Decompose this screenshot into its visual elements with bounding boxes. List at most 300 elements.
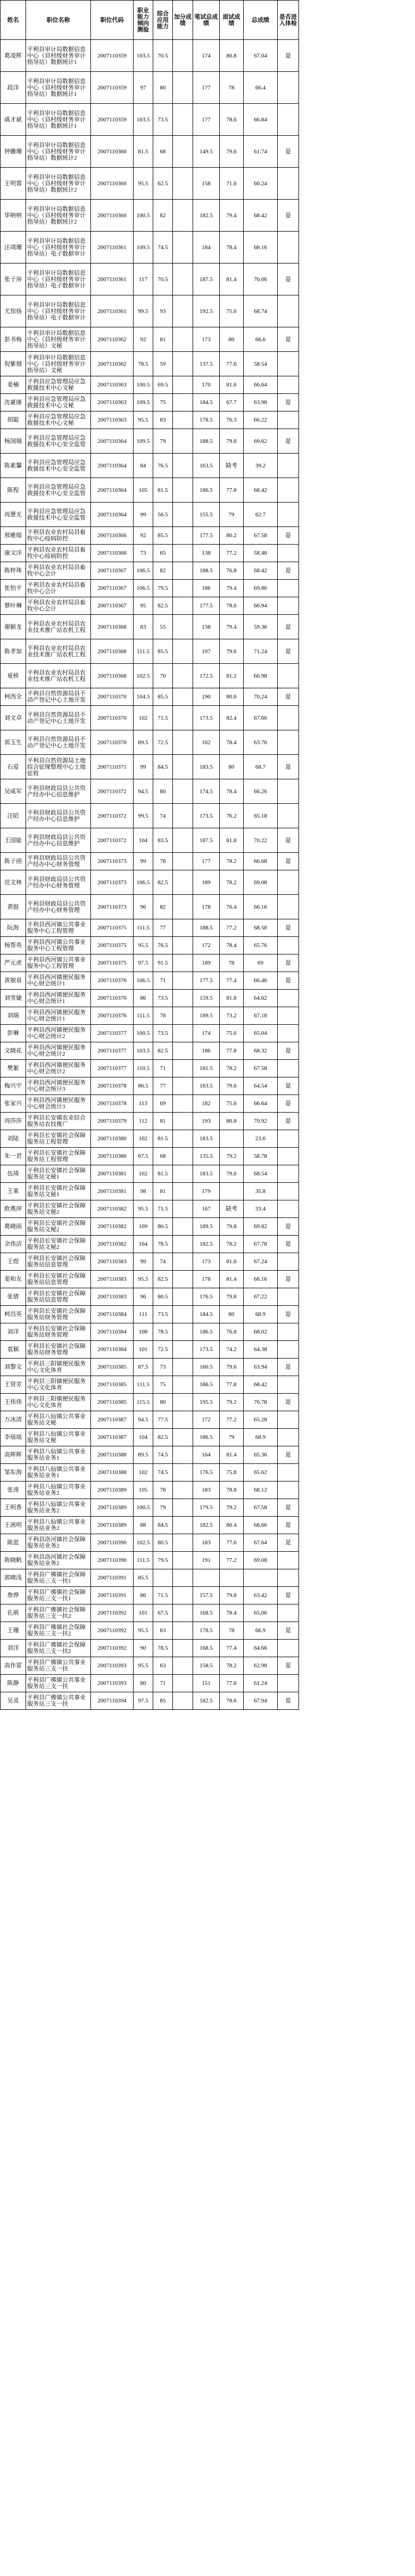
table-row [1,200,415,232]
cell-position: 平利县三阳镇便民服务中心文化体育 [26,1359,91,1376]
cell-interview: 75.8 [220,1464,244,1482]
cell-physical-exam [278,352,299,376]
cell-code: 2007110362 [91,352,134,376]
cell-code: 2007110376 [91,990,134,1007]
cell-written-total: 173.5 [193,804,220,828]
cell-comprehensive: 80.5 [153,1288,173,1306]
cell-written-total: 189.5 [193,1218,220,1236]
cell-total: 69.08 [244,1552,278,1569]
cell-position: 平利县应急管理局应急救援技术中心安全监管 [26,429,91,454]
header-total: 总成绩 [244,1,278,40]
cell-total: 67.94 [244,1692,278,1710]
cell-written-total: 174 [193,40,220,72]
cell-bonus [173,1411,193,1429]
row-spacer [299,597,415,615]
cell-interview: 71.6 [220,168,244,200]
cell-interview: 81.4 [220,1446,244,1464]
row-spacer [299,264,415,295]
cell-aptitude: 99 [134,755,153,779]
cell-name: 高作雷 [1,1657,26,1675]
cell-position: 平利县西河镇便民服务中心财会统计3 [26,1095,91,1113]
cell-name: 沈豪康 [1,394,26,411]
cell-aptitude: 98 [134,1183,153,1200]
cell-name: 欧燕萍 [1,1200,26,1218]
cell-comprehensive: 74.5 [153,1464,173,1482]
cell-physical-exam [278,1130,299,1148]
cell-aptitude: 89.5 [134,730,153,755]
cell-written-total: 163.5 [193,1077,220,1095]
row-spacer [299,327,415,352]
cell-position: 平利县审计局数据信息中心（县村级财务审计指导站）数据统计1 [26,104,91,136]
row-spacer [299,779,415,804]
cell-interview: 74.2 [220,1341,244,1359]
cell-bonus [173,1499,193,1517]
cell-name: 王明蓉 [1,168,26,200]
table-row [1,954,415,972]
cell-comprehensive: 83 [153,1622,173,1640]
cell-aptitude: 104 [134,1429,153,1446]
cell-written-total: 181.5 [193,1060,220,1077]
cell-code: 2007110388 [91,1446,134,1464]
cell-name: 陈素馨 [1,454,26,478]
cell-physical-exam [278,1376,299,1394]
cell-name: 钟姗珊 [1,136,26,168]
cell-interview: 75.6 [220,1025,244,1042]
cell-written-total: 188.5 [193,919,220,937]
cell-bonus [173,1271,193,1288]
table-row [1,1323,415,1341]
cell-comprehensive: 81.5 [153,478,173,503]
cell-interview: 77.2 [220,1552,244,1569]
cell-position: 平利县西河镇公共事业服务中心工程管理 [26,954,91,972]
cell-code: 2007110392 [91,1622,134,1640]
cell-physical-exam [278,503,299,527]
cell-total: 63.42 [244,1587,278,1604]
cell-comprehensive: 71.5 [153,1200,173,1218]
cell-name: 李瑶瑶 [1,1429,26,1446]
row-spacer [299,1464,415,1482]
cell-position: 平利县长安镇社会保障服务站财务管理 [26,1323,91,1341]
cell-position: 平利县西河镇便民服务中心财会统计2 [26,1060,91,1077]
cell-name: 张倩 [1,1288,26,1306]
cell-name: 谢颖龙 [1,615,26,639]
cell-physical-exam: 是 [278,972,299,990]
cell-position: 平利县农业农村局县农业技术推广站农机工程 [26,615,91,639]
header-position: 职位名称 [26,1,91,40]
cell-bonus [173,1306,193,1323]
cell-physical-exam: 是 [278,200,299,232]
cell-total: 65.18 [244,804,278,828]
cell-written-total: 190 [193,688,220,706]
cell-comprehensive: 72.5 [153,1341,173,1359]
cell-comprehensive: 80.5 [153,1534,173,1552]
cell-name: 邢雅缇 [1,527,26,545]
cell-comprehensive: 71 [153,1675,173,1692]
cell-interview: 79.2 [220,1394,244,1411]
cell-code: 2007110389 [91,1482,134,1499]
cell-interview: 81.8 [220,828,244,853]
cell-written-total: 177.5 [193,597,220,615]
table-row [1,168,415,200]
cell-position: 平利县广佛镇公共事业服务站三支一扶 [26,1692,91,1710]
cell-physical-exam: 是 [278,954,299,972]
cell-name: 黄娘泉 [1,972,26,990]
cell-aptitude: 95.5 [134,937,153,954]
cell-written-total: 178.5 [193,1622,220,1640]
cell-comprehensive: 82 [153,200,173,232]
cell-interview: 77.2 [220,919,244,937]
cell-physical-exam: 是 [278,1657,299,1675]
cell-aptitude: 111.5 [134,639,153,664]
cell-aptitude: 87.5 [134,1359,153,1376]
cell-bonus [173,580,193,597]
cell-comprehensive: 78 [153,853,173,870]
cell-interview: 76.4 [220,895,244,919]
cell-bonus [173,527,193,545]
cell-code: 2007110367 [91,562,134,580]
table-row [1,1675,415,1692]
cell-written-total: 197 [193,639,220,664]
cell-aptitude: 99.5 [134,804,153,828]
cell-code: 2007110390 [91,1534,134,1552]
cell-name: 葛晓雨 [1,1218,26,1236]
cell-written-total: 138 [193,615,220,639]
cell-name: 王国能 [1,828,26,853]
table-row [1,1464,415,1482]
cell-total: 68.42 [244,200,278,232]
row-spacer [299,1587,415,1604]
cell-code: 2007110380 [91,1130,134,1148]
cell-interview: 78 [220,954,244,972]
cell-total: 59.36 [244,615,278,639]
cell-comprehensive: 75 [153,1376,173,1394]
cell-name: 汪昭 [1,804,26,828]
cell-written-total: 178.5 [193,411,220,429]
cell-total: 68.54 [244,1165,278,1183]
cell-bonus [173,376,193,394]
cell-interview: 78.2 [220,870,244,895]
row-spacer [299,72,415,104]
row-spacer [299,411,415,429]
cell-aptitude: 112 [134,1113,153,1130]
cell-aptitude: 95.5 [134,1200,153,1218]
cell-written-total: 178 [193,895,220,919]
table-row [1,545,415,562]
cell-aptitude: 85.5 [134,1569,153,1587]
cell-physical-exam [278,232,299,264]
cell-interview: 81.6 [220,376,244,394]
cell-bonus [173,1376,193,1394]
cell-total: 63.94 [244,1359,278,1376]
table-row [1,895,415,919]
cell-written-total: 174 [193,1025,220,1042]
cell-physical-exam: 是 [278,136,299,168]
cell-bonus [173,1007,193,1025]
row-spacer [299,1534,415,1552]
cell-physical-exam [278,411,299,429]
cell-comprehensive: 63 [153,1657,173,1675]
cell-interview: 78.4 [220,730,244,755]
cell-interview: 79.8 [220,1288,244,1306]
cell-position: 平利县八仙镇公共事业服务站业务2 [26,1499,91,1517]
table-row [1,429,415,454]
cell-written-total: 155.5 [193,503,220,527]
cell-total: 68.66 [244,1517,278,1534]
cell-comprehensive: 78 [153,1007,173,1025]
row-spacer [299,1323,415,1341]
cell-aptitude: 96 [134,1288,153,1306]
row-spacer [299,853,415,870]
cell-comprehensive: 82.5 [153,1271,173,1288]
cell-bonus [173,1236,193,1253]
row-spacer [299,1183,415,1200]
cell-written-total: 173 [193,1253,220,1271]
cell-written-total: 189 [193,870,220,895]
cell-total: 65.04 [244,1025,278,1042]
cell-position: 平利县广佛镇社会保障服务站三支一扶1 [26,1587,91,1604]
cell-position: 平利县八仙镇公共事业服务站业务1 [26,1464,91,1482]
cell-comprehensive: 69.5 [153,376,173,394]
cell-aptitude: 110.5 [134,1060,153,1077]
cell-bonus [173,1640,193,1657]
row-spacer [299,376,415,394]
cell-position: 平利县审计局数据信息中心（县村级财务审计指导站）数据统计1 [26,40,91,72]
cell-total: 65.62 [244,1464,278,1482]
cell-bonus [173,990,193,1007]
cell-aptitude: 106.5 [134,972,153,990]
cell-position: 平利县八仙镇公共事业服务站文秘 [26,1411,91,1429]
header-bonus: 加分成绩 [173,1,193,40]
row-spacer [299,1622,415,1640]
cell-bonus [173,1323,193,1341]
cell-total: 68.74 [244,295,278,327]
cell-physical-exam [278,804,299,828]
cell-written-total: 186.5 [193,1323,220,1341]
row-spacer [299,937,415,954]
cell-interview: 78.6 [220,104,244,136]
row-spacer [299,1077,415,1095]
cell-interview: 79.8 [220,1587,244,1604]
row-spacer [299,1042,415,1060]
cell-total: 67.22 [244,1288,278,1306]
cell-bonus [173,1569,193,1587]
cell-code: 2007110383 [91,1288,134,1306]
cell-physical-exam [278,1411,299,1429]
cell-total: 69.82 [244,1218,278,1236]
cell-interview: 78.2 [220,1657,244,1675]
cell-code: 2007110390 [91,1552,134,1569]
cell-interview: 79.6 [220,136,244,168]
cell-total: 66.64 [244,1095,278,1113]
cell-aptitude: 102.5 [134,1534,153,1552]
cell-written-total: 189.5 [193,1007,220,1025]
cell-comprehensive: 68 [153,1148,173,1165]
cell-position: 平利县自然资源局县不动产登记中心土地开发 [26,730,91,755]
cell-total: 70.06 [244,264,278,295]
cell-comprehensive: 83.5 [153,828,173,853]
table-row [1,664,415,688]
cell-aptitude: 94.5 [134,779,153,804]
cell-total: 68.12 [244,1482,278,1499]
cell-name: 王明香 [1,1499,26,1517]
cell-name: 刘洋 [1,1640,26,1657]
table-row [1,1007,415,1025]
cell-bonus [173,1148,193,1165]
cell-aptitude: 103.5 [134,40,153,72]
cell-bonus [173,327,193,352]
cell-interview: 78.4 [220,232,244,264]
cell-comprehensive: 79.5 [153,1552,173,1569]
cell-total: 68.42 [244,562,278,580]
cell-interview: 79.6 [220,1165,244,1183]
table-row [1,755,415,779]
cell-name: 戚才斌 [1,104,26,136]
cell-code: 2007110385 [91,1394,134,1411]
cell-aptitude: 95.5 [134,1622,153,1640]
table-row [1,1218,415,1236]
cell-aptitude: 105 [134,478,153,503]
cell-total: 58.54 [244,352,278,376]
cell-physical-exam [278,597,299,615]
cell-name: 王煜 [1,1253,26,1271]
table-row [1,639,415,664]
table-row [1,1271,415,1288]
table-row [1,40,415,72]
cell-bonus [173,937,193,954]
header-aptitude: 职业能力倾向测验 [134,1,153,40]
cell-code: 2007110377 [91,1042,134,1060]
cell-physical-exam: 是 [278,919,299,937]
cell-position: 平利县财政局县公共资产经办中心财务管理 [26,870,91,895]
cell-comprehensive: 76.5 [153,454,173,478]
row-spacer [299,562,415,580]
cell-position: 平利县八仙镇公共事业服务站业务1 [26,1446,91,1464]
cell-aptitude: 102 [134,1464,153,1482]
cell-code: 2007110392 [91,1604,134,1622]
cell-physical-exam [278,1253,299,1271]
cell-aptitude: 95.5 [134,411,153,429]
cell-position: 平利县长安镇社会保障服务站文秘2 [26,1236,91,1253]
cell-aptitude: 102 [134,1165,153,1183]
cell-comprehensive: 84.5 [153,755,173,779]
table-row [1,597,415,615]
cell-code: 2007110384 [91,1306,134,1323]
cell-code: 2007110368 [91,664,134,688]
cell-written-total: 186.5 [193,1376,220,1394]
cell-code: 2007110381 [91,1165,134,1183]
table-row [1,1552,415,1569]
cell-total: 66.98 [244,664,278,688]
cell-total: 62.7 [244,503,278,527]
row-spacer [299,1253,415,1271]
row-spacer [299,1376,415,1394]
cell-total: 66.4 [244,72,278,104]
cell-total: 67.64 [244,1534,278,1552]
cell-written-total: 184 [193,232,220,264]
cell-code: 2007110382 [91,1218,134,1236]
cell-comprehensive: 82.5 [153,870,173,895]
table-row [1,730,415,755]
cell-total: 63.76 [244,730,278,755]
table-row [1,411,415,429]
cell-code: 2007110373 [91,853,134,870]
cell-name: 刘黎文 [1,1359,26,1376]
row-spacer [299,1130,415,1148]
table-row [1,1236,415,1253]
cell-name: 陈梓珠 [1,562,26,580]
cell-aptitude: 111 [134,1306,153,1323]
cell-written-total: 157.5 [193,1587,220,1604]
cell-bonus [173,1077,193,1095]
cell-written-total: 184.5 [193,394,220,411]
cell-position: 平利县农业农村局县畜牧中心疫病防控 [26,545,91,562]
cell-bonus [173,779,193,804]
cell-written-total: 182.5 [193,200,220,232]
cell-name: 范文林 [1,870,26,895]
cell-bonus [173,1130,193,1148]
cell-aptitude: 84 [134,454,153,478]
cell-total: 65.36 [244,1446,278,1464]
cell-physical-exam: 是 [278,1394,299,1411]
row-spacer [299,639,415,664]
table-row [1,264,415,295]
cell-total: 66.9 [244,1622,278,1640]
row-spacer [299,919,415,937]
table-row [1,870,415,895]
cell-name: 伍琦 [1,1165,26,1183]
table-row [1,580,415,597]
cell-interview: 78.4 [220,937,244,954]
cell-aptitude: 102.5 [134,664,153,688]
cell-bonus [173,639,193,664]
cell-code: 2007110391 [91,1587,134,1604]
cell-physical-exam: 是 [278,1517,299,1534]
cell-physical-exam [278,1200,299,1218]
cell-bonus [173,478,193,503]
cell-interview [220,1183,244,1200]
cell-written-total: 177 [193,104,220,136]
cell-physical-exam: 是 [278,327,299,352]
cell-aptitude: 109.5 [134,429,153,454]
row-spacer [299,394,415,411]
cell-physical-exam: 是 [278,1236,299,1253]
cell-comprehensive: 70 [153,664,173,688]
cell-bonus [173,454,193,478]
cell-code: 2007110394 [91,1692,134,1710]
table-row [1,327,415,352]
cell-aptitude: 99 [134,503,153,527]
table-row [1,1288,415,1306]
cell-written-total: 158 [193,168,220,200]
cell-bonus [173,1183,193,1200]
cell-interview: 79 [220,503,244,527]
cell-physical-exam: 是 [278,639,299,664]
cell-written-total: 170 [193,376,220,394]
cell-name: 夏桥 [1,664,26,688]
cell-aptitude: 101 [134,1341,153,1359]
cell-physical-exam: 是 [278,1271,299,1288]
cell-bonus [173,1113,193,1130]
cell-interview: 80.6 [220,688,244,706]
cell-written-total: 159.5 [193,990,220,1007]
cell-code: 2007110361 [91,295,134,327]
row-spacer [299,1236,415,1253]
cell-physical-exam [278,1341,299,1359]
cell-position: 平利县审计局数据信息中心（县村级财务审计指导站）数据统计2 [26,168,91,200]
cell-comprehensive: 81 [153,1113,173,1130]
cell-physical-exam [278,1640,299,1657]
cell-name: 康文洋 [1,545,26,562]
